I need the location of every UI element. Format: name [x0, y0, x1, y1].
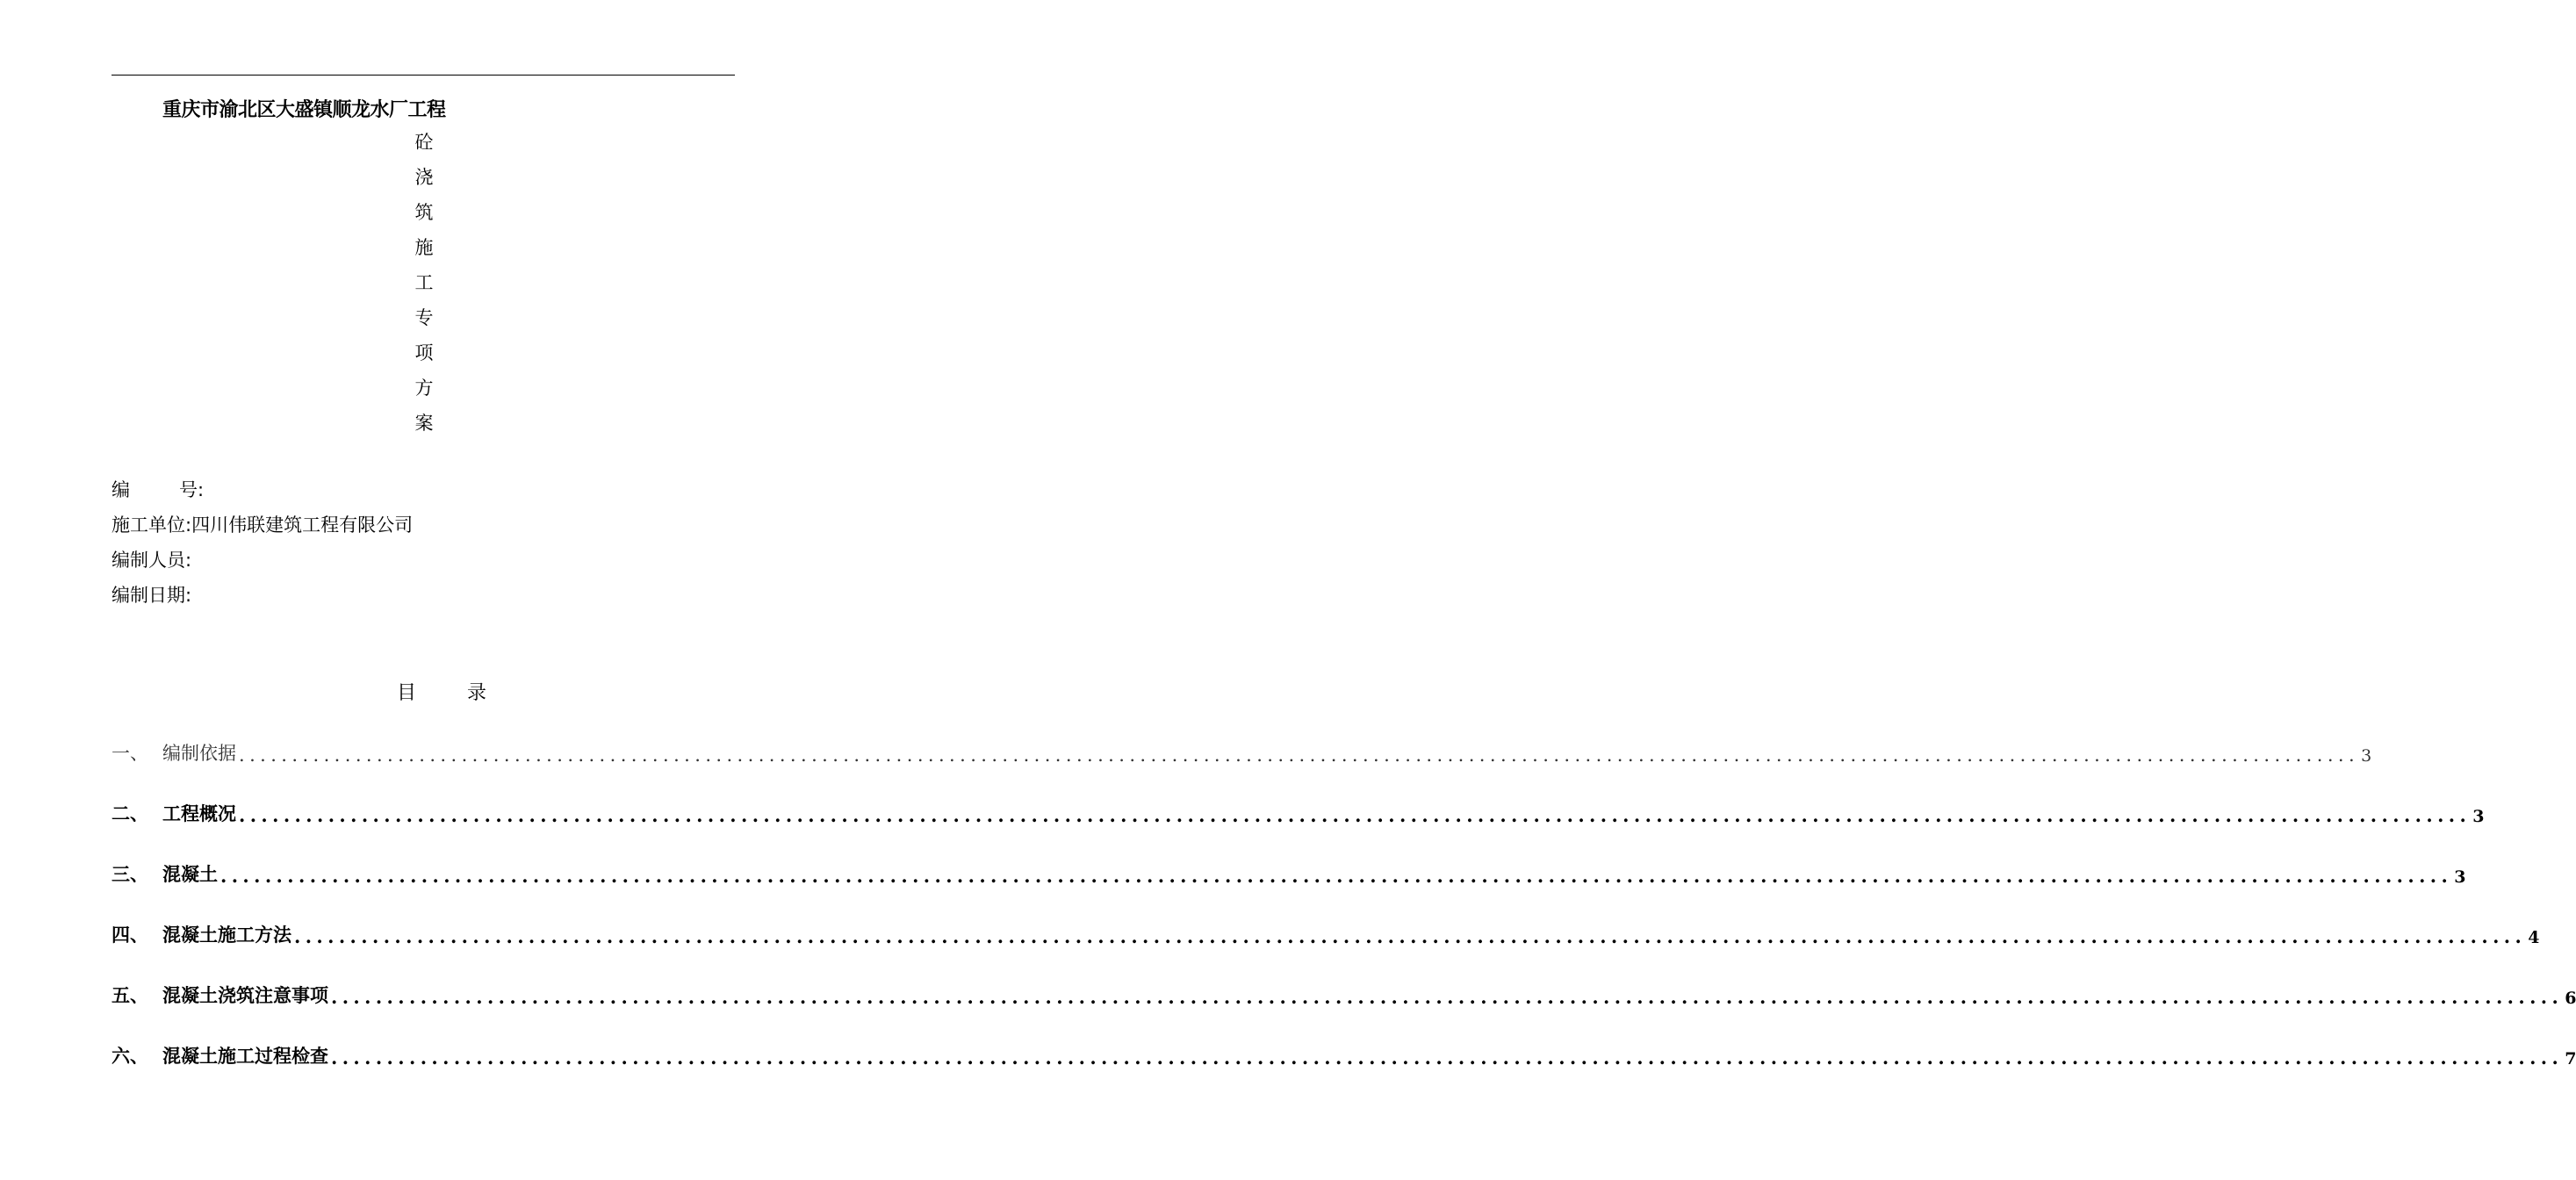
- vertical-title-char: 专: [414, 307, 434, 328]
- toc-item-title: 混凝土浇筑注意事项: [162, 985, 328, 1006]
- toc-item-title: 混凝土: [162, 864, 218, 885]
- toc-heading-b: 录: [467, 682, 487, 704]
- toc-item-number: 五、: [112, 985, 148, 1006]
- vertical-title-char: 工: [414, 272, 434, 293]
- editor-label: 编制人员:: [112, 550, 192, 571]
- toc-leader-dots: ........................................................................................................................................................................................................: [331, 986, 2564, 1008]
- toc-item-page: 6: [2565, 989, 2576, 1008]
- toc-item-page: 3: [2361, 746, 2372, 766]
- toc-item[interactable]: [112, 798, 2485, 826]
- vertical-title-char: 砼: [414, 132, 434, 153]
- vertical-title-char: 施: [414, 237, 434, 258]
- header-rule: [112, 75, 735, 76]
- construction-unit-value: 四川伟联建筑工程有限公司: [191, 514, 414, 536]
- vertical-title-char: 方: [414, 378, 434, 399]
- toc-leader-dots: ........................................................................................................................................................................................................: [239, 804, 2472, 826]
- number-field: [112, 477, 204, 503]
- vertical-title-char: 浇: [414, 167, 434, 188]
- toc-item[interactable]: [112, 859, 2466, 887]
- toc-item-number: 四、: [112, 925, 148, 946]
- construction-unit-field: [112, 512, 413, 538]
- toc-item-title: 混凝土施工方法: [162, 925, 291, 946]
- number-label-b: 号:: [179, 479, 205, 500]
- toc-item-title: 编制依据: [162, 743, 236, 764]
- toc-item-number: 三、: [112, 864, 148, 885]
- vertical-title-char: 项: [414, 342, 434, 363]
- vertical-title-char: 筑: [414, 202, 434, 223]
- toc-leader-dots: ........................................................................................................................................................................................................: [294, 925, 2527, 947]
- toc-leader-dots: ........................................................................................................................................................................................................: [220, 865, 2453, 887]
- toc-heading-a: 目: [397, 682, 417, 704]
- toc-item-title: 工程概况: [162, 803, 236, 824]
- toc-item-number: 六、: [112, 1046, 148, 1067]
- project-title: 重庆市渝北区大盛镇顺龙水厂工程: [162, 99, 446, 121]
- toc-item[interactable]: [112, 919, 2540, 947]
- vertical-title: [411, 129, 437, 445]
- construction-unit-label: 施工单位:: [112, 514, 192, 536]
- toc-item-number: 二、: [112, 803, 148, 824]
- toc-leader-dots: ........................................................................................................................................................................................................: [239, 745, 2360, 766]
- vertical-title-char: 案: [414, 413, 434, 434]
- toc-item-title: 混凝土施工过程检查: [162, 1046, 328, 1067]
- date-label: 编制日期:: [112, 585, 192, 606]
- number-label-a: 编: [112, 479, 130, 500]
- toc-leader-dots: ........................................................................................................................................................................................................: [331, 1047, 2564, 1068]
- date-field: [112, 582, 191, 608]
- toc-item-page: 3: [2472, 807, 2485, 826]
- toc-item[interactable]: [112, 980, 2576, 1008]
- toc-item-page: 4: [2528, 928, 2540, 947]
- toc-heading: [397, 678, 486, 705]
- toc-item-page: 3: [2454, 867, 2466, 887]
- toc-item[interactable]: [112, 738, 2372, 766]
- toc-item-number: 一、: [112, 743, 148, 764]
- toc-item[interactable]: [112, 1040, 2576, 1068]
- editor-field: [112, 547, 191, 573]
- toc-item-page: 7: [2565, 1049, 2576, 1068]
